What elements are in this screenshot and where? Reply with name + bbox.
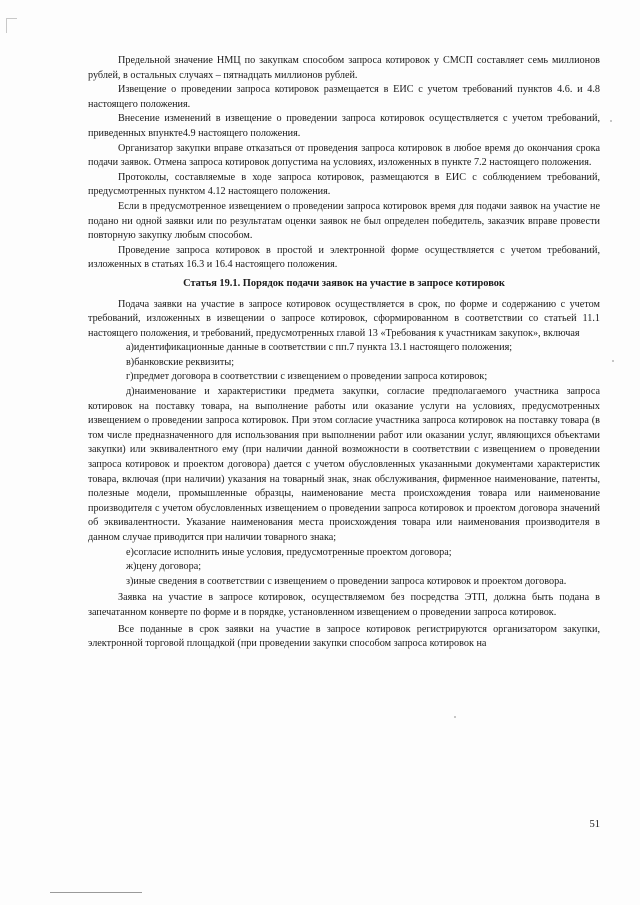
paragraph-no-bids: Если в предусмотренное извещением о проведении запроса котировок время для подачи заявок на участие не подано ни одной заявки или по результатам оценки заявок не был определен победитель, заказчик вправе провести повторную закупку любым способом. <box>88 200 600 242</box>
list-item-contract-price: ж)цену договора; <box>126 561 202 573</box>
paragraph-sealed-envelope: Заявка на участие в запросе котировок, осуществляемом без посредства ЭТП, должна быть подана в запечатанном конверте по форме и в порядке, установленном извещением о проведении запроса котировок. <box>88 592 600 618</box>
list-item-identification: а)идентификационные данные в соответствии с пп.7 пункта 13.1 настоящего положения; <box>126 342 513 354</box>
list-item-contract-subject: г)предмет договора в соответствии с извещением о проведении запроса котировок; <box>126 371 488 383</box>
page-number: 51 <box>589 819 600 830</box>
list-item-other-info: з)иные сведения в соответствии с извещением о проведении запроса котировок и проектом договора. <box>126 575 567 587</box>
article-heading: Статья 19.1. Порядок подачи заявок на участие в запросе котировок <box>183 277 505 289</box>
scan-corner-mark <box>6 18 17 33</box>
list-item-bank-details: в)банковские реквизиты; <box>126 356 235 368</box>
list-item-consent: е)согласие исполнить иные условия, предусмотренные проектом договора; <box>126 546 452 558</box>
paragraph-registration: Все поданные в срок заявки на участие в запросе котировок регистрируются организатором закупки, электронной торговой площадкой (при проведении закупки способом запроса котировок на <box>88 623 600 650</box>
paragraph-nmc-limit: Предельной значение НМЦ по закупкам способом запроса котировок у СМСП составляет семь миллионов рублей, в остальных случаях – пятнадцать миллионов рублей. <box>88 55 600 81</box>
paragraph-notice-placement: Извещение о проведении запроса котировок размещается в ЕИС с учетом требований пунктов 4.6. и 4.8 настоящего положения. <box>88 84 600 110</box>
paragraph-notice-changes: Внесение изменений в извещение о проведении запроса котировок осуществляется с учетом требований, приведенных впункте4.9 настоящего положения. <box>88 113 600 139</box>
list-item-product-characteristics: д)наименование и характеристики предмета закупки, согласие предполагаемого участника запроса котировок на поставку товара, на выполнение работы или оказание услуги на условиях, предусмотренных извещением о проведении запроса котировок. При этом согласие участника запроса котировок на поставку товара (в том числе предназначенного для использования при выполнении работ или оказании услуг, являющихся объектами закупки) или эквивалентного ему (при наличии данной возможности в соответствии с извещением о проведении запроса котировок и проектом договора) дается с учетом обусловленных указанными документами характеристик товара, включая (при наличии) указания на товарный знак, знак обслуживания, фирменное наименование, патенты, полезные модели, промышленные образцы, наименование места происхождения товара или наименование производителя с учетом обусловленных извещением о проведении запроса котировок и проектом договора значений об эквивалентности. Указание наименования места происхождения товара или наименования производителя в данном случае приводится при наличии товарного знака; <box>88 386 600 543</box>
scan-bottom-rule <box>50 892 142 893</box>
paragraph-bid-submission-intro: Подача заявки на участие в запросе котировок осуществляется в срок, по форме и содержанию с учетом требований, изложенных в извещении о запросе котировок, сформированном в соответствии со статьей 11.1 настоящего положения, и требований, предусмотренных главой 13 «Требования к участникам закупок», включая <box>88 298 600 339</box>
scan-speck <box>610 120 612 122</box>
scan-speck <box>612 360 614 362</box>
page-body <box>88 54 600 652</box>
paragraph-protocols: Протоколы, составляемые в ходе запроса котировок, размещаются в ЕИС с соблюдением требований, предусмотренных пунктом 4.12 настоящего положения. <box>88 171 600 198</box>
paragraph-cancellation: Организатор закупки вправе отказаться от проведения запроса котировок в любое время до окончания срока подачи заявок. Отмена запроса котировок допустима на условиях, изложенных в пункте 7.2 настоящего положения. <box>88 142 600 169</box>
paragraph-electronic-form: Проведение запроса котировок в простой и электронной форме осуществляется с учетом требований, изложенных в статьях 16.3 и 16.4 настоящего положения. <box>88 244 600 271</box>
scan-speck <box>454 716 456 718</box>
